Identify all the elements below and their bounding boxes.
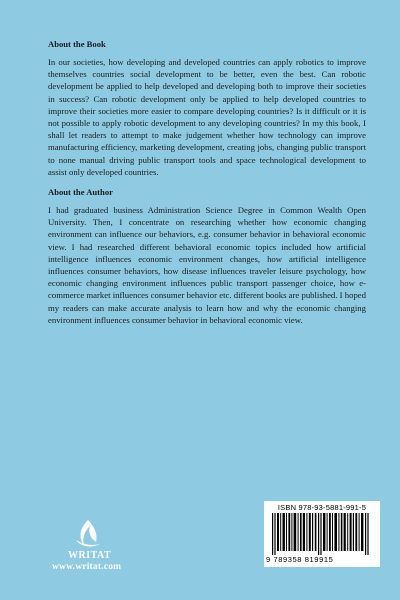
publisher-url: www.writat.com (52, 562, 122, 572)
writat-logo-icon (70, 518, 106, 550)
isbn-label: ISBN 978-93-5881-991-5 (277, 503, 367, 512)
publisher-name: WRITAT (68, 550, 112, 561)
barcode-digits: 9 789358 819915 (266, 555, 334, 564)
about-book-heading: About the Book (48, 39, 106, 49)
about-book-text: In our societies, how developing and developed countries can apply robotics to improve themselves countries social development to be better, even the best. Can robotic development be applied to help developed and developing both to improve their societies in success? Can robotic development only be applied to help developed countries to improve their societies more easier to compare developing countries? Is it difficult or it is not possible to apply robotic development to any developing countries? In my this book, I shall let readers to attempt to make judgement whether how technology can improve manufacturing efficiency, marketing development, creating jobs, changing public transport to none manual driving public transport tools and space technological development to assist only developed countries. (48, 57, 366, 177)
isbn-barcode (264, 501, 380, 567)
cover-text-block (48, 38, 366, 334)
about-author-heading: About the Author (48, 187, 113, 198)
barcode-bars (272, 513, 372, 555)
publisher-logo (46, 518, 138, 574)
about-author-text: I had graduated business Administration Science Degree in Common Wealth Open University. Then, I concentrate on researching whether how economic changing environment can influence our behaviors, e.g. consumer behavior in behavioral economic view. I had researched different behavioral economic topics included how artificial intelligence influences economic environment changes, how artificial intelligence influences consumer behaviors, how disease influences traveler leisure psychology, how economic changing environment influences public transport passenger choice, how e-commerce market influences consumer behavior etc. different books are published. I hoped my readers can make accurate analysis to learn how and why the economic changing environment influences consumer behavior in behavioral economic view. (48, 205, 366, 325)
